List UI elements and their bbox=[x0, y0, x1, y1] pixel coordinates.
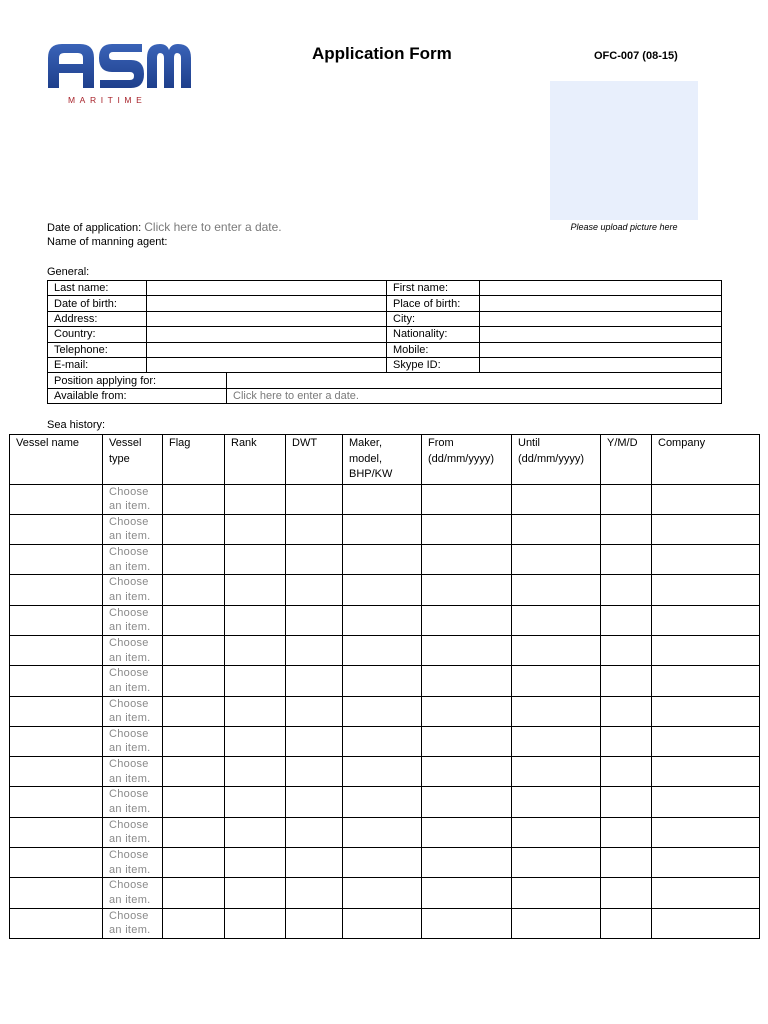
table-cell[interactable] bbox=[512, 545, 601, 575]
date-of-application-picker[interactable]: Click here to enter a date. bbox=[144, 220, 282, 234]
table-cell[interactable] bbox=[163, 696, 225, 726]
table-cell[interactable] bbox=[512, 666, 601, 696]
vessel-type-dropdown[interactable]: Choose an item. bbox=[103, 787, 163, 817]
table-cell[interactable] bbox=[163, 787, 225, 817]
vessel-type-dropdown[interactable]: Choose an item. bbox=[103, 908, 163, 938]
table-cell[interactable] bbox=[422, 878, 512, 908]
table-cell[interactable] bbox=[512, 514, 601, 544]
table-cell[interactable] bbox=[10, 878, 103, 908]
table-cell[interactable] bbox=[343, 575, 422, 605]
table-row bbox=[10, 787, 760, 817]
table-cell[interactable] bbox=[652, 848, 760, 878]
field-label: Telephone: bbox=[48, 342, 147, 357]
field-input[interactable] bbox=[147, 357, 387, 372]
table-row bbox=[10, 635, 760, 665]
general-row bbox=[48, 311, 722, 326]
field-label: Mobile: bbox=[387, 342, 480, 357]
date-of-application-row bbox=[47, 220, 282, 234]
field-input[interactable] bbox=[480, 357, 722, 372]
table-row bbox=[10, 726, 760, 756]
table-cell[interactable] bbox=[652, 666, 760, 696]
table-cell[interactable] bbox=[601, 514, 652, 544]
table-cell[interactable] bbox=[652, 514, 760, 544]
table-cell[interactable] bbox=[422, 696, 512, 726]
table-cell[interactable] bbox=[652, 605, 760, 635]
table-cell[interactable] bbox=[422, 848, 512, 878]
table-row bbox=[10, 878, 760, 908]
table-row bbox=[10, 848, 760, 878]
table-cell[interactable] bbox=[225, 848, 286, 878]
table-cell[interactable] bbox=[10, 726, 103, 756]
table-cell[interactable] bbox=[601, 908, 652, 938]
general-heading: General: bbox=[47, 266, 90, 278]
table-cell[interactable] bbox=[422, 545, 512, 575]
vessel-type-dropdown[interactable]: Choose an item. bbox=[103, 696, 163, 726]
position-input[interactable] bbox=[227, 373, 722, 388]
vessel-type-dropdown[interactable]: Choose an item. bbox=[103, 848, 163, 878]
table-cell[interactable] bbox=[652, 878, 760, 908]
table-cell[interactable] bbox=[286, 545, 343, 575]
table-cell[interactable] bbox=[512, 575, 601, 605]
field-label: Place of birth: bbox=[387, 296, 480, 311]
field-input[interactable] bbox=[480, 327, 722, 342]
table-row bbox=[10, 545, 760, 575]
column-header: Vessel type bbox=[103, 435, 163, 485]
table-cell[interactable] bbox=[601, 666, 652, 696]
general-table bbox=[47, 280, 722, 404]
table-cell[interactable] bbox=[225, 696, 286, 726]
vessel-type-dropdown[interactable]: Choose an item. bbox=[103, 666, 163, 696]
table-cell[interactable] bbox=[343, 817, 422, 847]
column-header: Vessel name bbox=[10, 435, 103, 485]
form-code: OFC-007 (08-15) bbox=[594, 50, 678, 62]
table-cell[interactable] bbox=[10, 848, 103, 878]
table-cell[interactable] bbox=[10, 817, 103, 847]
table-cell[interactable] bbox=[286, 757, 343, 787]
field-label: Nationality: bbox=[387, 327, 480, 342]
table-cell[interactable] bbox=[422, 635, 512, 665]
table-cell[interactable] bbox=[343, 787, 422, 817]
vessel-type-dropdown[interactable]: Choose an item. bbox=[103, 817, 163, 847]
table-cell[interactable] bbox=[601, 696, 652, 726]
table-cell[interactable] bbox=[512, 635, 601, 665]
table-cell[interactable] bbox=[163, 484, 225, 514]
vessel-type-dropdown[interactable]: Choose an item. bbox=[103, 545, 163, 575]
general-row bbox=[48, 281, 722, 296]
table-cell[interactable] bbox=[652, 696, 760, 726]
table-cell[interactable] bbox=[343, 605, 422, 635]
table-cell[interactable] bbox=[652, 484, 760, 514]
table-cell[interactable] bbox=[422, 757, 512, 787]
vessel-type-dropdown[interactable]: Choose an item. bbox=[103, 484, 163, 514]
column-header: Maker, model, BHP/KW bbox=[343, 435, 422, 485]
vessel-type-dropdown[interactable]: Choose an item. bbox=[103, 605, 163, 635]
field-label: City: bbox=[387, 311, 480, 326]
table-cell[interactable] bbox=[652, 817, 760, 847]
table-cell[interactable] bbox=[286, 514, 343, 544]
table-cell[interactable] bbox=[343, 484, 422, 514]
table-cell[interactable] bbox=[225, 787, 286, 817]
table-cell[interactable] bbox=[512, 787, 601, 817]
vessel-type-dropdown[interactable]: Choose an item. bbox=[103, 878, 163, 908]
table-cell[interactable] bbox=[10, 787, 103, 817]
table-cell[interactable] bbox=[652, 575, 760, 605]
table-cell[interactable] bbox=[601, 817, 652, 847]
page-title: Application Form bbox=[312, 44, 452, 63]
table-cell[interactable] bbox=[163, 757, 225, 787]
table-cell[interactable] bbox=[422, 484, 512, 514]
table-cell[interactable] bbox=[343, 878, 422, 908]
table-cell[interactable] bbox=[286, 666, 343, 696]
field-label: Address: bbox=[48, 311, 147, 326]
vessel-type-dropdown[interactable]: Choose an item. bbox=[103, 514, 163, 544]
table-cell[interactable] bbox=[512, 605, 601, 635]
table-row bbox=[10, 817, 760, 847]
table-cell[interactable] bbox=[343, 757, 422, 787]
table-cell[interactable] bbox=[163, 878, 225, 908]
table-row bbox=[10, 484, 760, 514]
table-cell[interactable] bbox=[10, 666, 103, 696]
table-cell[interactable] bbox=[601, 726, 652, 756]
table-cell[interactable] bbox=[286, 878, 343, 908]
vessel-type-dropdown[interactable]: Choose an item. bbox=[103, 757, 163, 787]
table-cell[interactable] bbox=[343, 908, 422, 938]
field-input[interactable] bbox=[147, 311, 387, 326]
table-cell[interactable] bbox=[512, 757, 601, 787]
field-input[interactable] bbox=[147, 296, 387, 311]
table-cell[interactable] bbox=[225, 545, 286, 575]
general-row bbox=[48, 327, 722, 342]
table-row bbox=[10, 757, 760, 787]
general-row bbox=[48, 388, 722, 403]
table-cell[interactable] bbox=[512, 908, 601, 938]
table-cell[interactable] bbox=[512, 484, 601, 514]
field-input[interactable] bbox=[147, 281, 387, 296]
field-label: Date of birth: bbox=[48, 296, 147, 311]
vessel-type-dropdown[interactable]: Choose an item. bbox=[103, 635, 163, 665]
table-cell[interactable] bbox=[10, 484, 103, 514]
vessel-type-dropdown[interactable]: Choose an item. bbox=[103, 726, 163, 756]
table-cell[interactable] bbox=[286, 484, 343, 514]
table-cell[interactable] bbox=[163, 635, 225, 665]
field-input[interactable] bbox=[480, 311, 722, 326]
table-cell[interactable] bbox=[422, 726, 512, 756]
table-cell[interactable] bbox=[286, 787, 343, 817]
table-cell[interactable] bbox=[343, 848, 422, 878]
table-cell[interactable] bbox=[225, 666, 286, 696]
column-header: Flag bbox=[163, 435, 225, 485]
general-row bbox=[48, 357, 722, 372]
table-cell[interactable] bbox=[225, 484, 286, 514]
column-header: Y/M/D bbox=[601, 435, 652, 485]
general-row bbox=[48, 373, 722, 388]
table-cell[interactable] bbox=[652, 757, 760, 787]
table-cell[interactable] bbox=[343, 726, 422, 756]
available-from-picker[interactable]: Click here to enter a date. bbox=[227, 388, 722, 403]
vessel-type-dropdown[interactable]: Choose an item. bbox=[103, 575, 163, 605]
table-cell[interactable] bbox=[601, 605, 652, 635]
field-label: Country: bbox=[48, 327, 147, 342]
table-cell[interactable] bbox=[343, 635, 422, 665]
table-cell[interactable] bbox=[163, 908, 225, 938]
column-header: DWT bbox=[286, 435, 343, 485]
logo-subtitle: MARITIME bbox=[68, 95, 147, 105]
table-cell[interactable] bbox=[225, 726, 286, 756]
table-cell[interactable] bbox=[652, 787, 760, 817]
table-cell[interactable] bbox=[163, 605, 225, 635]
field-label: First name: bbox=[387, 281, 480, 296]
table-cell[interactable] bbox=[10, 908, 103, 938]
table-cell[interactable] bbox=[225, 757, 286, 787]
table-cell[interactable] bbox=[163, 817, 225, 847]
table-cell[interactable] bbox=[601, 787, 652, 817]
table-cell[interactable] bbox=[286, 696, 343, 726]
table-cell[interactable] bbox=[10, 635, 103, 665]
table-cell[interactable] bbox=[652, 545, 760, 575]
column-header: Until (dd/mm/yyyy) bbox=[512, 435, 601, 485]
table-cell[interactable] bbox=[163, 514, 225, 544]
available-from-label: Available from: bbox=[48, 388, 227, 403]
table-row bbox=[10, 605, 760, 635]
table-cell[interactable] bbox=[422, 575, 512, 605]
table-cell[interactable] bbox=[343, 514, 422, 544]
field-input[interactable] bbox=[147, 327, 387, 342]
table-cell[interactable] bbox=[422, 605, 512, 635]
sea-history-table bbox=[9, 434, 760, 939]
table-cell[interactable] bbox=[601, 848, 652, 878]
table-cell[interactable] bbox=[225, 878, 286, 908]
column-header: From (dd/mm/yyyy) bbox=[422, 435, 512, 485]
field-label: E-mail: bbox=[48, 357, 147, 372]
table-cell[interactable] bbox=[225, 575, 286, 605]
date-of-application-label: Date of application: bbox=[47, 222, 142, 234]
table-cell[interactable] bbox=[10, 757, 103, 787]
field-input[interactable] bbox=[480, 281, 722, 296]
field-input[interactable] bbox=[147, 342, 387, 357]
table-cell[interactable] bbox=[10, 605, 103, 635]
table-cell[interactable] bbox=[601, 484, 652, 514]
table-cell[interactable] bbox=[512, 878, 601, 908]
table-cell[interactable] bbox=[601, 757, 652, 787]
table-cell[interactable] bbox=[601, 575, 652, 605]
table-cell[interactable] bbox=[652, 908, 760, 938]
table-cell[interactable] bbox=[225, 514, 286, 544]
table-cell[interactable] bbox=[601, 635, 652, 665]
general-row bbox=[48, 296, 722, 311]
table-cell[interactable] bbox=[225, 605, 286, 635]
table-cell[interactable] bbox=[343, 696, 422, 726]
table-cell[interactable] bbox=[343, 545, 422, 575]
table-cell[interactable] bbox=[422, 666, 512, 696]
sea-history-heading: Sea history: bbox=[47, 419, 106, 431]
table-cell[interactable] bbox=[225, 635, 286, 665]
field-label: Last name: bbox=[48, 281, 147, 296]
position-label: Position applying for: bbox=[48, 373, 227, 388]
table-cell[interactable] bbox=[10, 696, 103, 726]
table-cell[interactable] bbox=[163, 575, 225, 605]
table-cell[interactable] bbox=[163, 848, 225, 878]
general-row bbox=[48, 342, 722, 357]
table-cell[interactable] bbox=[10, 545, 103, 575]
photo-upload-area[interactable] bbox=[550, 81, 698, 220]
table-cell[interactable] bbox=[422, 787, 512, 817]
table-cell[interactable] bbox=[512, 848, 601, 878]
table-cell[interactable] bbox=[286, 605, 343, 635]
table-cell[interactable] bbox=[286, 848, 343, 878]
photo-caption: Please upload picture here bbox=[570, 222, 678, 232]
table-cell[interactable] bbox=[601, 878, 652, 908]
table-cell[interactable] bbox=[163, 726, 225, 756]
table-cell[interactable] bbox=[601, 545, 652, 575]
table-cell[interactable] bbox=[512, 696, 601, 726]
table-cell[interactable] bbox=[286, 575, 343, 605]
table-cell[interactable] bbox=[10, 514, 103, 544]
table-cell[interactable] bbox=[422, 817, 512, 847]
table-cell[interactable] bbox=[225, 817, 286, 847]
manning-agent-label: Name of manning agent: bbox=[47, 236, 168, 248]
table-cell[interactable] bbox=[652, 726, 760, 756]
table-cell[interactable] bbox=[286, 908, 343, 938]
table-row bbox=[10, 696, 760, 726]
table-row bbox=[10, 575, 760, 605]
table-cell[interactable] bbox=[286, 635, 343, 665]
table-cell[interactable] bbox=[422, 908, 512, 938]
field-input[interactable] bbox=[480, 342, 722, 357]
table-row bbox=[10, 666, 760, 696]
table-cell[interactable] bbox=[163, 666, 225, 696]
table-row bbox=[10, 514, 760, 544]
table-cell[interactable] bbox=[286, 726, 343, 756]
table-cell[interactable] bbox=[512, 817, 601, 847]
field-label: Skype ID: bbox=[387, 357, 480, 372]
column-header: Company bbox=[652, 435, 760, 485]
field-input[interactable] bbox=[480, 296, 722, 311]
column-header: Rank bbox=[225, 435, 286, 485]
table-row bbox=[10, 908, 760, 938]
table-cell[interactable] bbox=[225, 908, 286, 938]
table-cell[interactable] bbox=[652, 635, 760, 665]
table-cell[interactable] bbox=[512, 726, 601, 756]
table-cell[interactable] bbox=[286, 817, 343, 847]
table-cell[interactable] bbox=[343, 666, 422, 696]
table-cell[interactable] bbox=[10, 575, 103, 605]
table-cell[interactable] bbox=[163, 545, 225, 575]
table-cell[interactable] bbox=[422, 514, 512, 544]
